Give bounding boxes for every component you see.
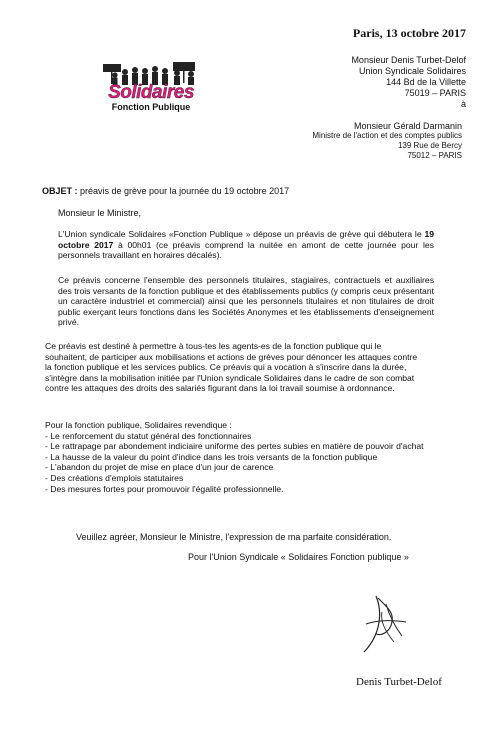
solidaires-logo (95, 58, 207, 114)
demands-intro: Pour la fonction publique, Solidaires revendique : (45, 420, 232, 430)
handwritten-signature (356, 592, 416, 654)
letter-object (42, 186, 289, 196)
sender-name: Monsieur Denis Turbet-Delof (351, 55, 466, 65)
logo-subtitle: Fonction Publique (111, 102, 191, 112)
letter-date: Paris, 13 octobre 2017 (352, 26, 466, 40)
closing-formula: Veuillez agréer, Monsieur le Ministre, l'expression de ma parfaite considération. (76, 532, 392, 542)
object-label: OBJET : (42, 186, 78, 196)
recipient-city: 75012 – PARIS (407, 151, 462, 160)
recipient-street: 139 Rue de Bercy (397, 141, 462, 150)
demand-item: - Des mesures fortes pour promouvoir l'égalité professionnelle. (45, 483, 284, 494)
sender-city: 75019 – PARIS (404, 88, 466, 98)
demand-item: - Le rattrapage par abondement indiciaire uniforme des pertes subies en matière de pouvoir d'achat (45, 441, 424, 452)
addressed-to: à (460, 99, 466, 109)
paragraph-purpose: Ce préavis est destiné à permettre à tous-tes les agents-es de la fonction publique qui le souhaitent, de participer aux mobilisations et actions de grèves pour dénoncer les attaques contre la fonction publique et les services publics. Ce préavis qui a vocation à s'inscrire dans la durée, s'intègre dans la mobilisation initiée par l'Union syndicale Solidaires dans le cadre de son combat contre les attaques des droits des salariés figurant dans la loi travail soumise à ordonnance. (45, 341, 418, 394)
paragraph1-text-start: L'Union syndicale Solidaires «Fonction Publique » dépose un préavis de grève qui débutera le (58, 229, 425, 239)
demand-item: - L'abandon du projet de mise en place d'un jour de carence (45, 462, 274, 473)
on-behalf-line: Pour l'Union Syndicale « Solidaires Fonction publique » (188, 552, 409, 562)
paragraph1-text-end: à 00h01 (ce préavis comprend la nuitée en amont de cette journée pour les personnels travaillant en horaires décalés). (58, 239, 434, 261)
signatory-name: Denis Turbet-Delof (356, 676, 442, 688)
logo-wordmark: Solidaires (108, 82, 194, 103)
paragraph-scope: Ce préavis concerne l'ensemble des personnels titulaires, stagiaires, contractuels et auxiliaires des trois versants de la fonction publique et des établissements publics (y compris ceux présentant un caractère industriel et commercial) ainsi que les personnels titulaires et non titulaires de droit public exerçant leurs fonctions dans les Sociétés Anonymes et les établissements d'enseignement privé. (58, 275, 434, 328)
demands-list (45, 431, 425, 495)
recipient-title: Ministre de l'action et des comptes publics (312, 131, 462, 140)
sender-org: Union Syndicale Solidaires (358, 66, 466, 76)
salutation: Monsieur le Ministre, (58, 208, 142, 218)
object-text: préavis de grève pour la journée du 19 octobre 2017 (77, 186, 290, 196)
demand-item: - Des créations d'emplois statutaires (45, 472, 184, 483)
sender-street: 144 Bd de la Villette (386, 77, 466, 87)
strike-date: 19 octobre 2017 (58, 229, 434, 250)
recipient-address (240, 121, 462, 161)
sender-address (270, 55, 466, 110)
recipient-name: Monsieur Gérald Darmanin (353, 121, 462, 131)
demand-item: - La hausse de la valeur du point d'indice dans les trois versants de la fonction publique (45, 451, 378, 462)
demands-section (45, 420, 425, 494)
paragraph-strike-notice (58, 229, 434, 261)
demand-item: - Le renforcement du statut général des fonctionnaires (45, 430, 252, 441)
